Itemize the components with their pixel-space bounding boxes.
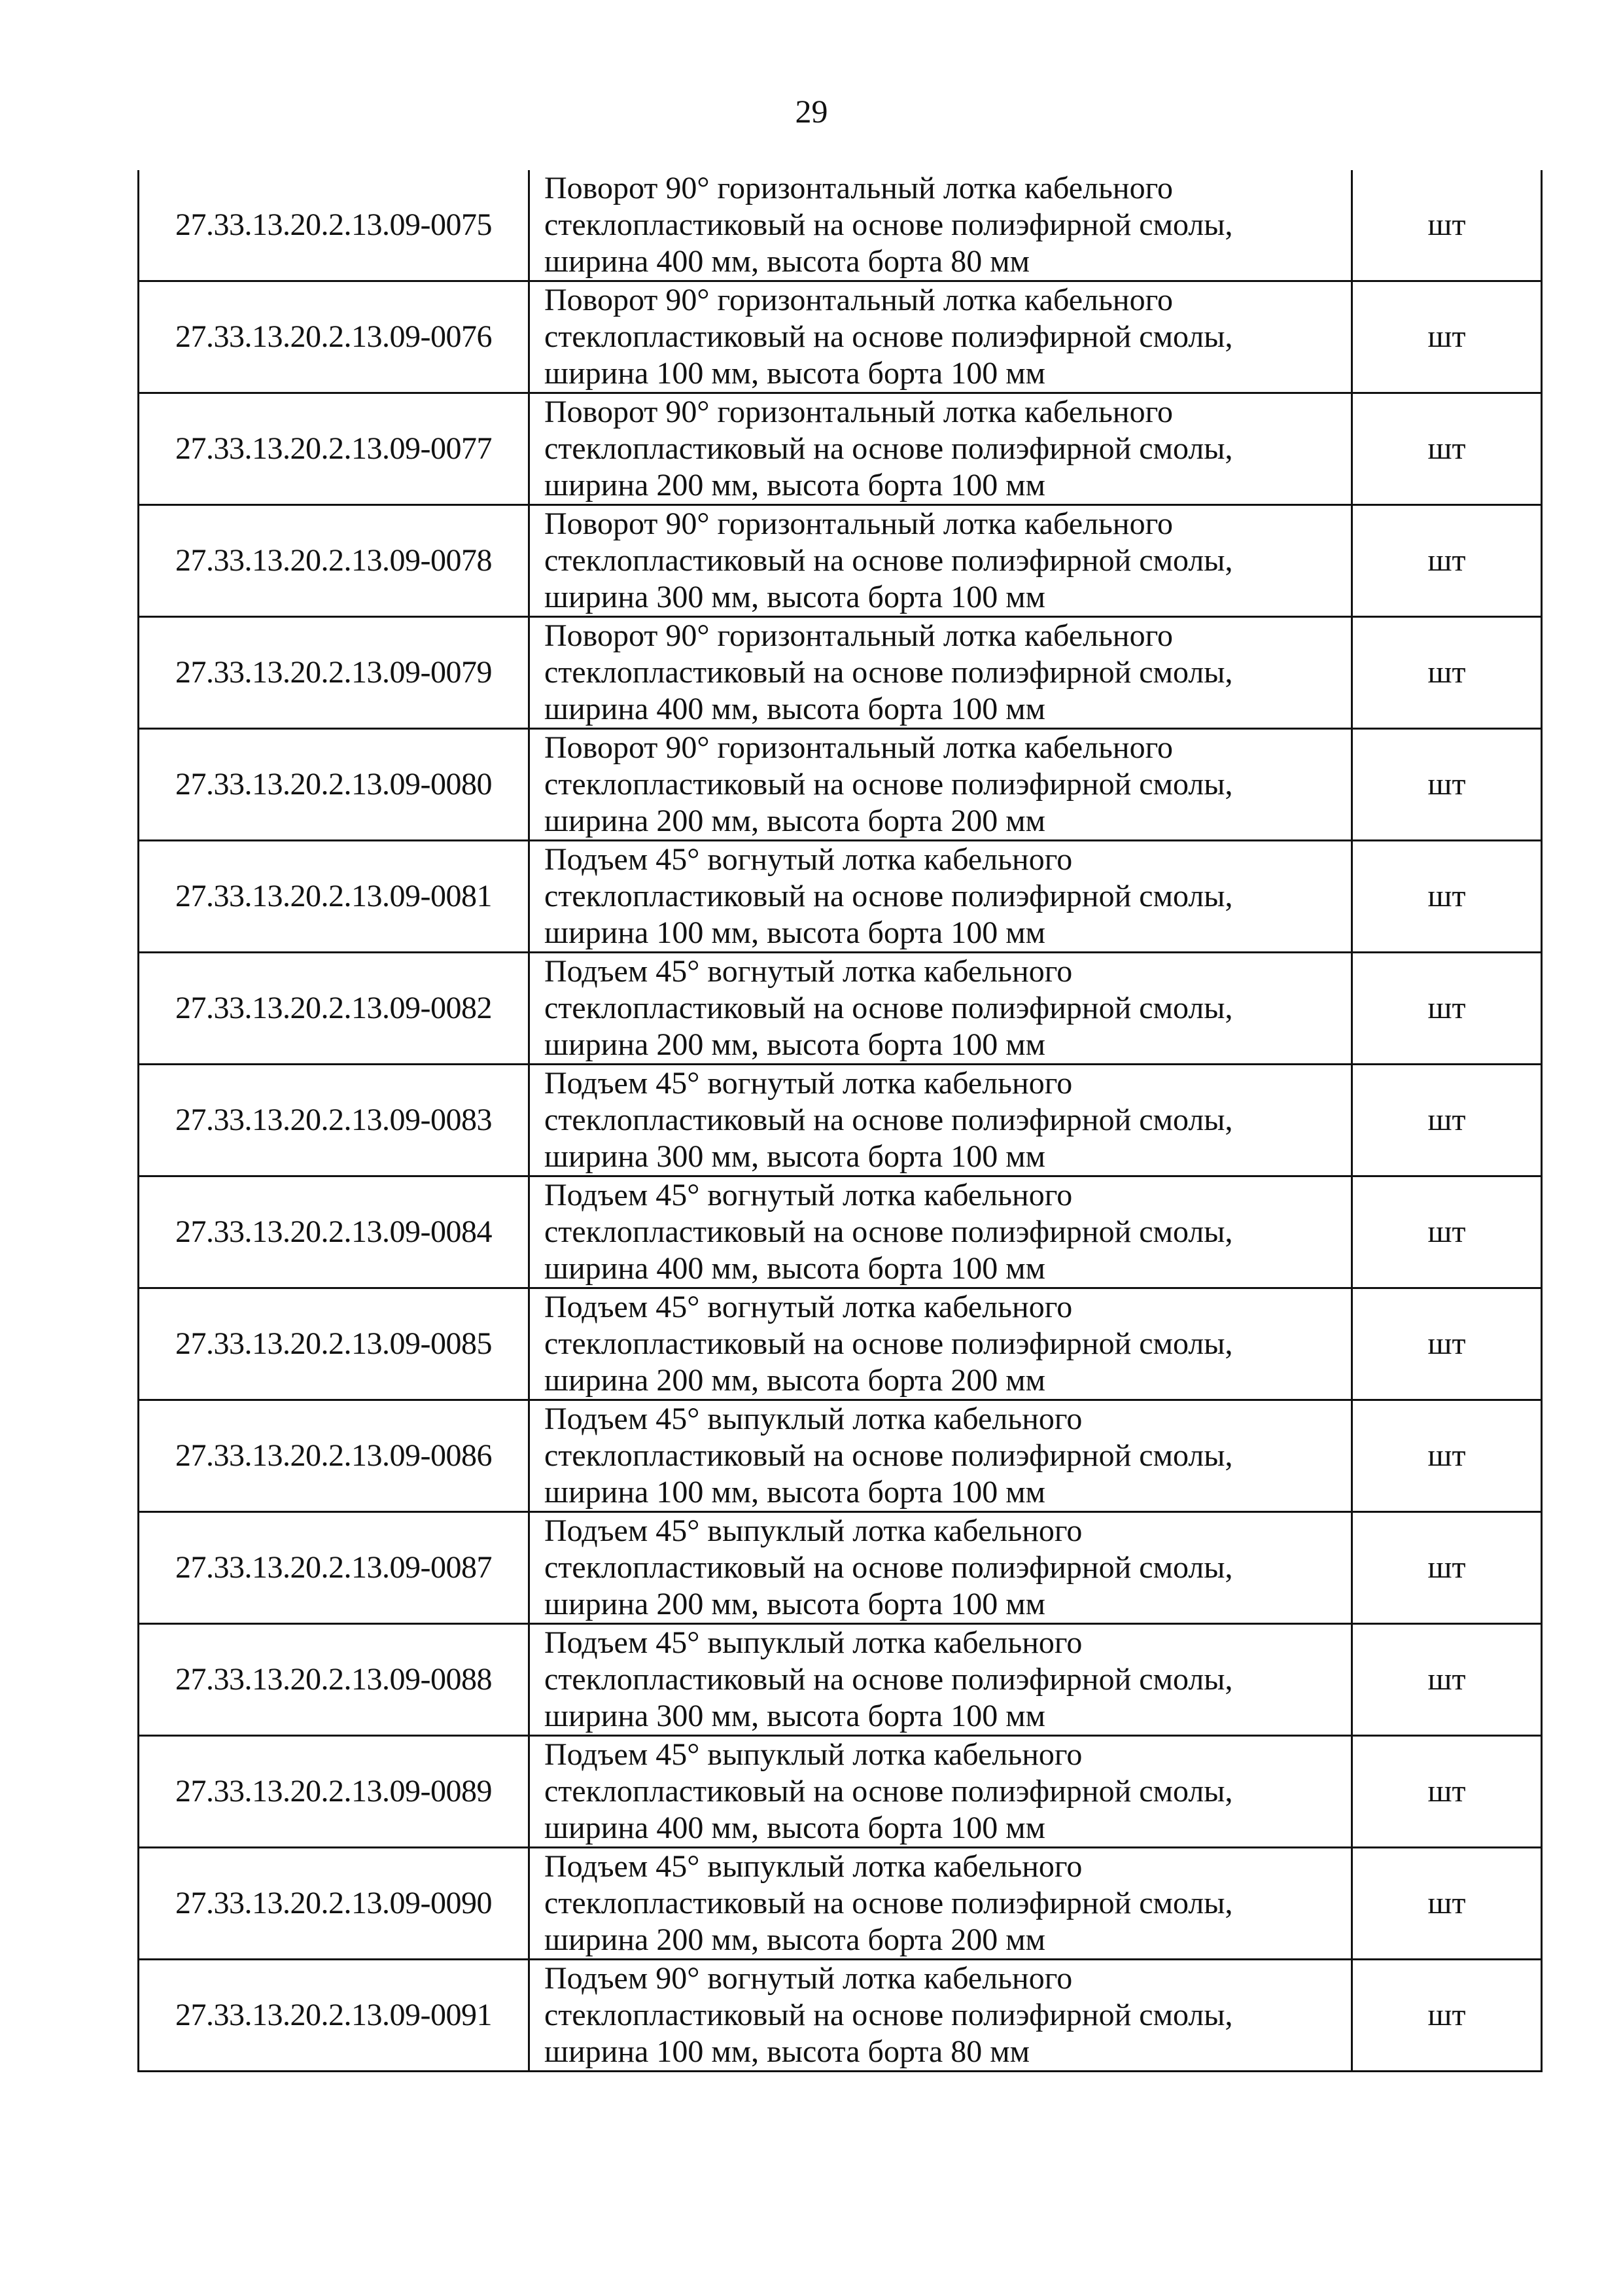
unit-of-measure: шт: [1352, 505, 1542, 617]
description-line: ширина 200 мм, высота борта 200 мм: [544, 1363, 1045, 1398]
unit-of-measure: шт: [1352, 1512, 1542, 1624]
description-line: ширина 300 мм, высота борта 100 мм: [544, 1139, 1045, 1174]
table-row: [139, 1176, 1542, 1288]
resource-code: 27.33.13.20.2.13.09-0084: [139, 1176, 529, 1288]
resource-code: 27.33.13.20.2.13.09-0082: [139, 953, 529, 1065]
unit-of-measure: шт: [1352, 1736, 1542, 1848]
description-line: стеклопластиковый на основе полиэфирной смолы,: [544, 1103, 1233, 1137]
resource-description: [529, 170, 1352, 281]
description-line: ширина 200 мм, высота борта 100 мм: [544, 468, 1045, 503]
description-line: Поворот 90° горизонтальный лотка кабельного: [544, 506, 1174, 541]
description-line: ширина 100 мм, высота борта 100 мм: [544, 356, 1045, 391]
unit-of-measure: шт: [1352, 841, 1542, 953]
resource-description: [529, 1176, 1352, 1288]
description-line: стеклопластиковый на основе полиэфирной смолы,: [544, 1774, 1233, 1809]
description-line: стеклопластиковый на основе полиэфирной смолы,: [544, 1214, 1233, 1249]
table-row: [139, 1736, 1542, 1848]
resource-code: 27.33.13.20.2.13.09-0081: [139, 841, 529, 953]
description-line: стеклопластиковый на основе полиэфирной смолы,: [544, 1326, 1233, 1361]
resource-code: 27.33.13.20.2.13.09-0091: [139, 1960, 529, 2072]
resource-code: 27.33.13.20.2.13.09-0077: [139, 393, 529, 505]
resource-description: [529, 1288, 1352, 1400]
description-line: ширина 400 мм, высота борта 100 мм: [544, 692, 1045, 726]
description-line: стеклопластиковый на основе полиэфирной смолы,: [544, 1550, 1233, 1585]
resource-description: [529, 1848, 1352, 1960]
unit-of-measure: шт: [1352, 617, 1542, 729]
resource-table: [137, 170, 1543, 2072]
resource-description: [529, 617, 1352, 729]
resource-code: 27.33.13.20.2.13.09-0085: [139, 1288, 529, 1400]
description-line: ширина 100 мм, высота борта 100 мм: [544, 915, 1045, 950]
resource-description: [529, 1065, 1352, 1176]
table-row: [139, 953, 1542, 1065]
table-row: [139, 1512, 1542, 1624]
resource-description: [529, 1624, 1352, 1736]
description-line: Подъем 90° вогнутый лотка кабельного: [544, 1961, 1073, 1996]
description-line: стеклопластиковый на основе полиэфирной смолы,: [544, 655, 1233, 690]
description-line: стеклопластиковый на основе полиэфирной смолы,: [544, 767, 1233, 802]
description-line: ширина 200 мм, высота борта 200 мм: [544, 804, 1045, 838]
table-row: [139, 729, 1542, 841]
description-line: Поворот 90° горизонтальный лотка кабельного: [544, 730, 1174, 765]
resource-description: [529, 281, 1352, 393]
table-row: [139, 1848, 1542, 1960]
resource-code: 27.33.13.20.2.13.09-0086: [139, 1400, 529, 1512]
description-line: ширина 100 мм, высота борта 100 мм: [544, 1475, 1045, 1510]
table-row: [139, 505, 1542, 617]
table-row: [139, 617, 1542, 729]
table-row: [139, 1624, 1542, 1736]
resource-description: [529, 1400, 1352, 1512]
resource-description: [529, 393, 1352, 505]
unit-of-measure: шт: [1352, 953, 1542, 1065]
table-row: [139, 170, 1542, 281]
description-line: ширина 400 мм, высота борта 100 мм: [544, 1251, 1045, 1286]
resource-description: [529, 953, 1352, 1065]
description-line: ширина 200 мм, высота борта 100 мм: [544, 1027, 1045, 1062]
description-line: Подъем 45° выпуклый лотка кабельного: [544, 1737, 1083, 1772]
description-line: Подъем 45° выпуклый лотка кабельного: [544, 1402, 1083, 1436]
unit-of-measure: шт: [1352, 1288, 1542, 1400]
description-line: ширина 100 мм, высота борта 80 мм: [544, 2034, 1030, 2069]
description-line: Поворот 90° горизонтальный лотка кабельного: [544, 283, 1174, 317]
resource-description: [529, 1512, 1352, 1624]
resource-code: 27.33.13.20.2.13.09-0076: [139, 281, 529, 393]
resource-code: 27.33.13.20.2.13.09-0079: [139, 617, 529, 729]
description-line: Подъем 45° вогнутый лотка кабельного: [544, 1178, 1073, 1212]
table-row: [139, 1288, 1542, 1400]
resource-code: 27.33.13.20.2.13.09-0087: [139, 1512, 529, 1624]
description-line: стеклопластиковый на основе полиэфирной смолы,: [544, 543, 1233, 578]
unit-of-measure: шт: [1352, 1176, 1542, 1288]
unit-of-measure: шт: [1352, 281, 1542, 393]
unit-of-measure: шт: [1352, 1065, 1542, 1176]
resource-code: 27.33.13.20.2.13.09-0088: [139, 1624, 529, 1736]
resource-code: 27.33.13.20.2.13.09-0089: [139, 1736, 529, 1848]
resource-description: [529, 841, 1352, 953]
description-line: стеклопластиковый на основе полиэфирной смолы,: [544, 1438, 1233, 1473]
description-line: ширина 400 мм, высота борта 100 мм: [544, 1810, 1045, 1845]
table-body: [139, 170, 1542, 2072]
description-line: Подъем 45° вогнутый лотка кабельного: [544, 1066, 1073, 1101]
description-line: Поворот 90° горизонтальный лотка кабельного: [544, 618, 1174, 653]
description-line: Подъем 45° вогнутый лотка кабельного: [544, 1290, 1073, 1324]
table-row: [139, 1960, 1542, 2072]
resource-code: 27.33.13.20.2.13.09-0075: [139, 170, 529, 281]
description-line: ширина 300 мм, высота борта 100 мм: [544, 1699, 1045, 1733]
unit-of-measure: шт: [1352, 1960, 1542, 2072]
unit-of-measure: шт: [1352, 1400, 1542, 1512]
description-line: ширина 200 мм, высота борта 100 мм: [544, 1587, 1045, 1621]
resource-description: [529, 1736, 1352, 1848]
description-line: стеклопластиковый на основе полиэфирной смолы,: [544, 1886, 1233, 1920]
description-line: стеклопластиковый на основе полиэфирной смолы,: [544, 431, 1233, 466]
table-row: [139, 281, 1542, 393]
description-line: ширина 200 мм, высота борта 200 мм: [544, 1922, 1045, 1957]
resource-code: 27.33.13.20.2.13.09-0090: [139, 1848, 529, 1960]
description-line: стеклопластиковый на основе полиэфирной смолы,: [544, 879, 1233, 913]
description-line: Подъем 45° вогнутый лотка кабельного: [544, 842, 1073, 877]
description-line: Подъем 45° вогнутый лотка кабельного: [544, 954, 1073, 989]
unit-of-measure: шт: [1352, 1848, 1542, 1960]
table-row: [139, 1065, 1542, 1176]
resource-code: 27.33.13.20.2.13.09-0078: [139, 505, 529, 617]
description-line: стеклопластиковый на основе полиэфирной смолы,: [544, 1998, 1233, 2032]
unit-of-measure: шт: [1352, 393, 1542, 505]
unit-of-measure: шт: [1352, 729, 1542, 841]
description-line: стеклопластиковый на основе полиэфирной смолы,: [544, 319, 1233, 354]
description-line: Подъем 45° выпуклый лотка кабельного: [544, 1513, 1083, 1548]
table-row: [139, 841, 1542, 953]
table-row: [139, 393, 1542, 505]
resource-description: [529, 1960, 1352, 2072]
description-line: Поворот 90° горизонтальный лотка кабельного: [544, 395, 1174, 429]
resource-description: [529, 729, 1352, 841]
table-row: [139, 1400, 1542, 1512]
unit-of-measure: шт: [1352, 1624, 1542, 1736]
description-line: стеклопластиковый на основе полиэфирной смолы,: [544, 991, 1233, 1025]
description-line: ширина 300 мм, высота борта 100 мм: [544, 580, 1045, 614]
description-line: стеклопластиковый на основе полиэфирной смолы,: [544, 207, 1233, 242]
description-line: ширина 400 мм, высота борта 80 мм: [544, 244, 1030, 279]
resource-description: [529, 505, 1352, 617]
description-line: Поворот 90° горизонтальный лотка кабельного: [544, 171, 1174, 205]
description-line: стеклопластиковый на основе полиэфирной смолы,: [544, 1662, 1233, 1697]
unit-of-measure: шт: [1352, 170, 1542, 281]
resource-code: 27.33.13.20.2.13.09-0083: [139, 1065, 529, 1176]
description-line: Подъем 45° выпуклый лотка кабельного: [544, 1849, 1083, 1884]
resource-code: 27.33.13.20.2.13.09-0080: [139, 729, 529, 841]
description-line: Подъем 45° выпуклый лотка кабельного: [544, 1625, 1083, 1660]
page-number: 29: [795, 93, 828, 130]
